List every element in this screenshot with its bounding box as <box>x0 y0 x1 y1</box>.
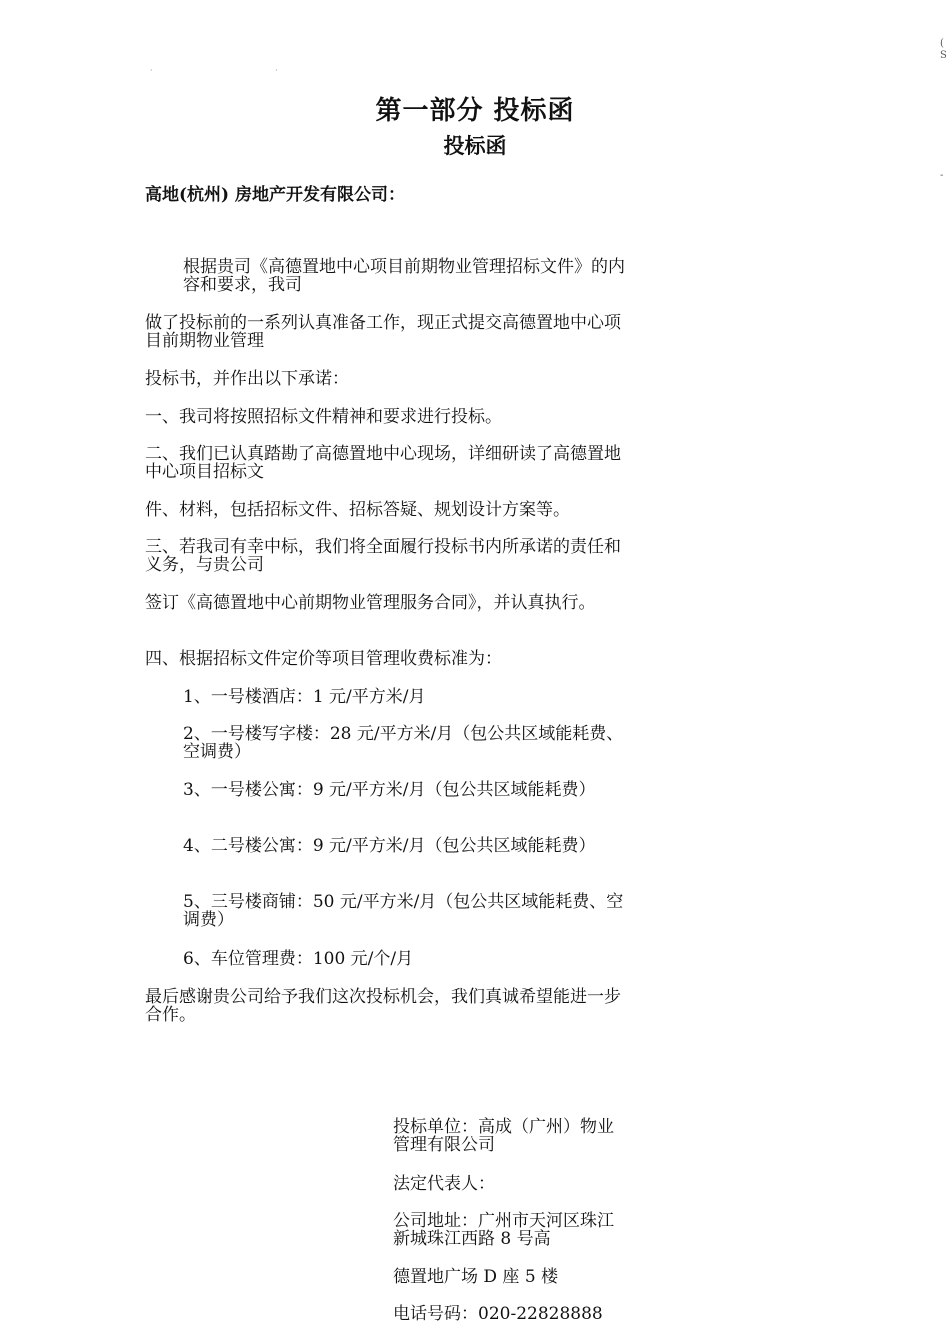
doc-title: 投标函 <box>443 133 507 158</box>
paragraph-2: 做了投标前的一系列认真准备工作，现正式提交高德置地中心项目前期物业管理 <box>145 313 621 351</box>
fee-item-4: 4、二号楼公寓：9 元/平方米/月（包公共区域能耗费） <box>183 836 596 856</box>
bidder-name: 投标单位：高成（广州）物业管理有限公司 <box>393 1117 614 1155</box>
paragraph-3: 投标书，并作出以下承诺： <box>145 369 349 389</box>
edge-marks: ( S ‑ <box>940 38 947 181</box>
paragraph-5: 二、我们已认真踏勘了高德置地中心现场，详细研读了高德置地中心项目招标文 <box>145 444 621 482</box>
paragraph-7: 三、若我司有幸中标，我们将全面履行投标书内所承诺的责任和义务，与贵公司 <box>145 537 621 575</box>
closing-paragraph: 最后感谢贵公司给予我们这次投标机会，我们真诚希望能进一步合作。 <box>145 987 621 1025</box>
phone-number: 电话号码：020-22828888 <box>393 1304 603 1324</box>
company-address-2: 德置地广场 D 座 5 楼 <box>393 1267 559 1287</box>
fee-item-6: 6、车位管理费：100 元/个/月 <box>183 949 414 969</box>
fee-item-5: 5、三号楼商铺：50 元/平方米/月（包公共区域能耗费、空调费） <box>183 892 624 930</box>
fee-item-1: 1、一号楼酒店：1 元/平方米/月 <box>183 687 426 707</box>
paragraph-1: 根据贵司《高德置地中心项目前期物业管理招标文件》的内容和要求，我司 <box>183 257 625 295</box>
paragraph-9: 四、根据招标文件定价等项目管理收费标准为： <box>145 649 502 669</box>
paragraph-4: 一、我司将按照招标文件精神和要求进行投标。 <box>145 407 502 427</box>
addressee: 高地(杭州) 房地产开发有限公司： <box>145 185 406 205</box>
company-address-1: 公司地址：广州市天河区珠江新城珠江西路 8 号高 <box>393 1211 614 1249</box>
part-title: 第一部分 投标函 <box>375 96 575 126</box>
paragraph-8: 签订《高德置地中心前期物业管理服务合同》，并认真执行。 <box>145 593 596 613</box>
legal-representative: 法定代表人： <box>393 1174 495 1194</box>
paragraph-6: 件、材料，包括招标文件、招标答疑、规划设计方案等。 <box>145 500 570 520</box>
fee-item-3: 3、一号楼公寓：9 元/平方米/月（包公共区域能耗费） <box>183 780 596 800</box>
fee-item-2: 2、一号楼写字楼：28 元/平方米/月（包公共区域能耗费、空调费） <box>183 724 624 762</box>
decorative-dots: · · <box>150 66 338 75</box>
